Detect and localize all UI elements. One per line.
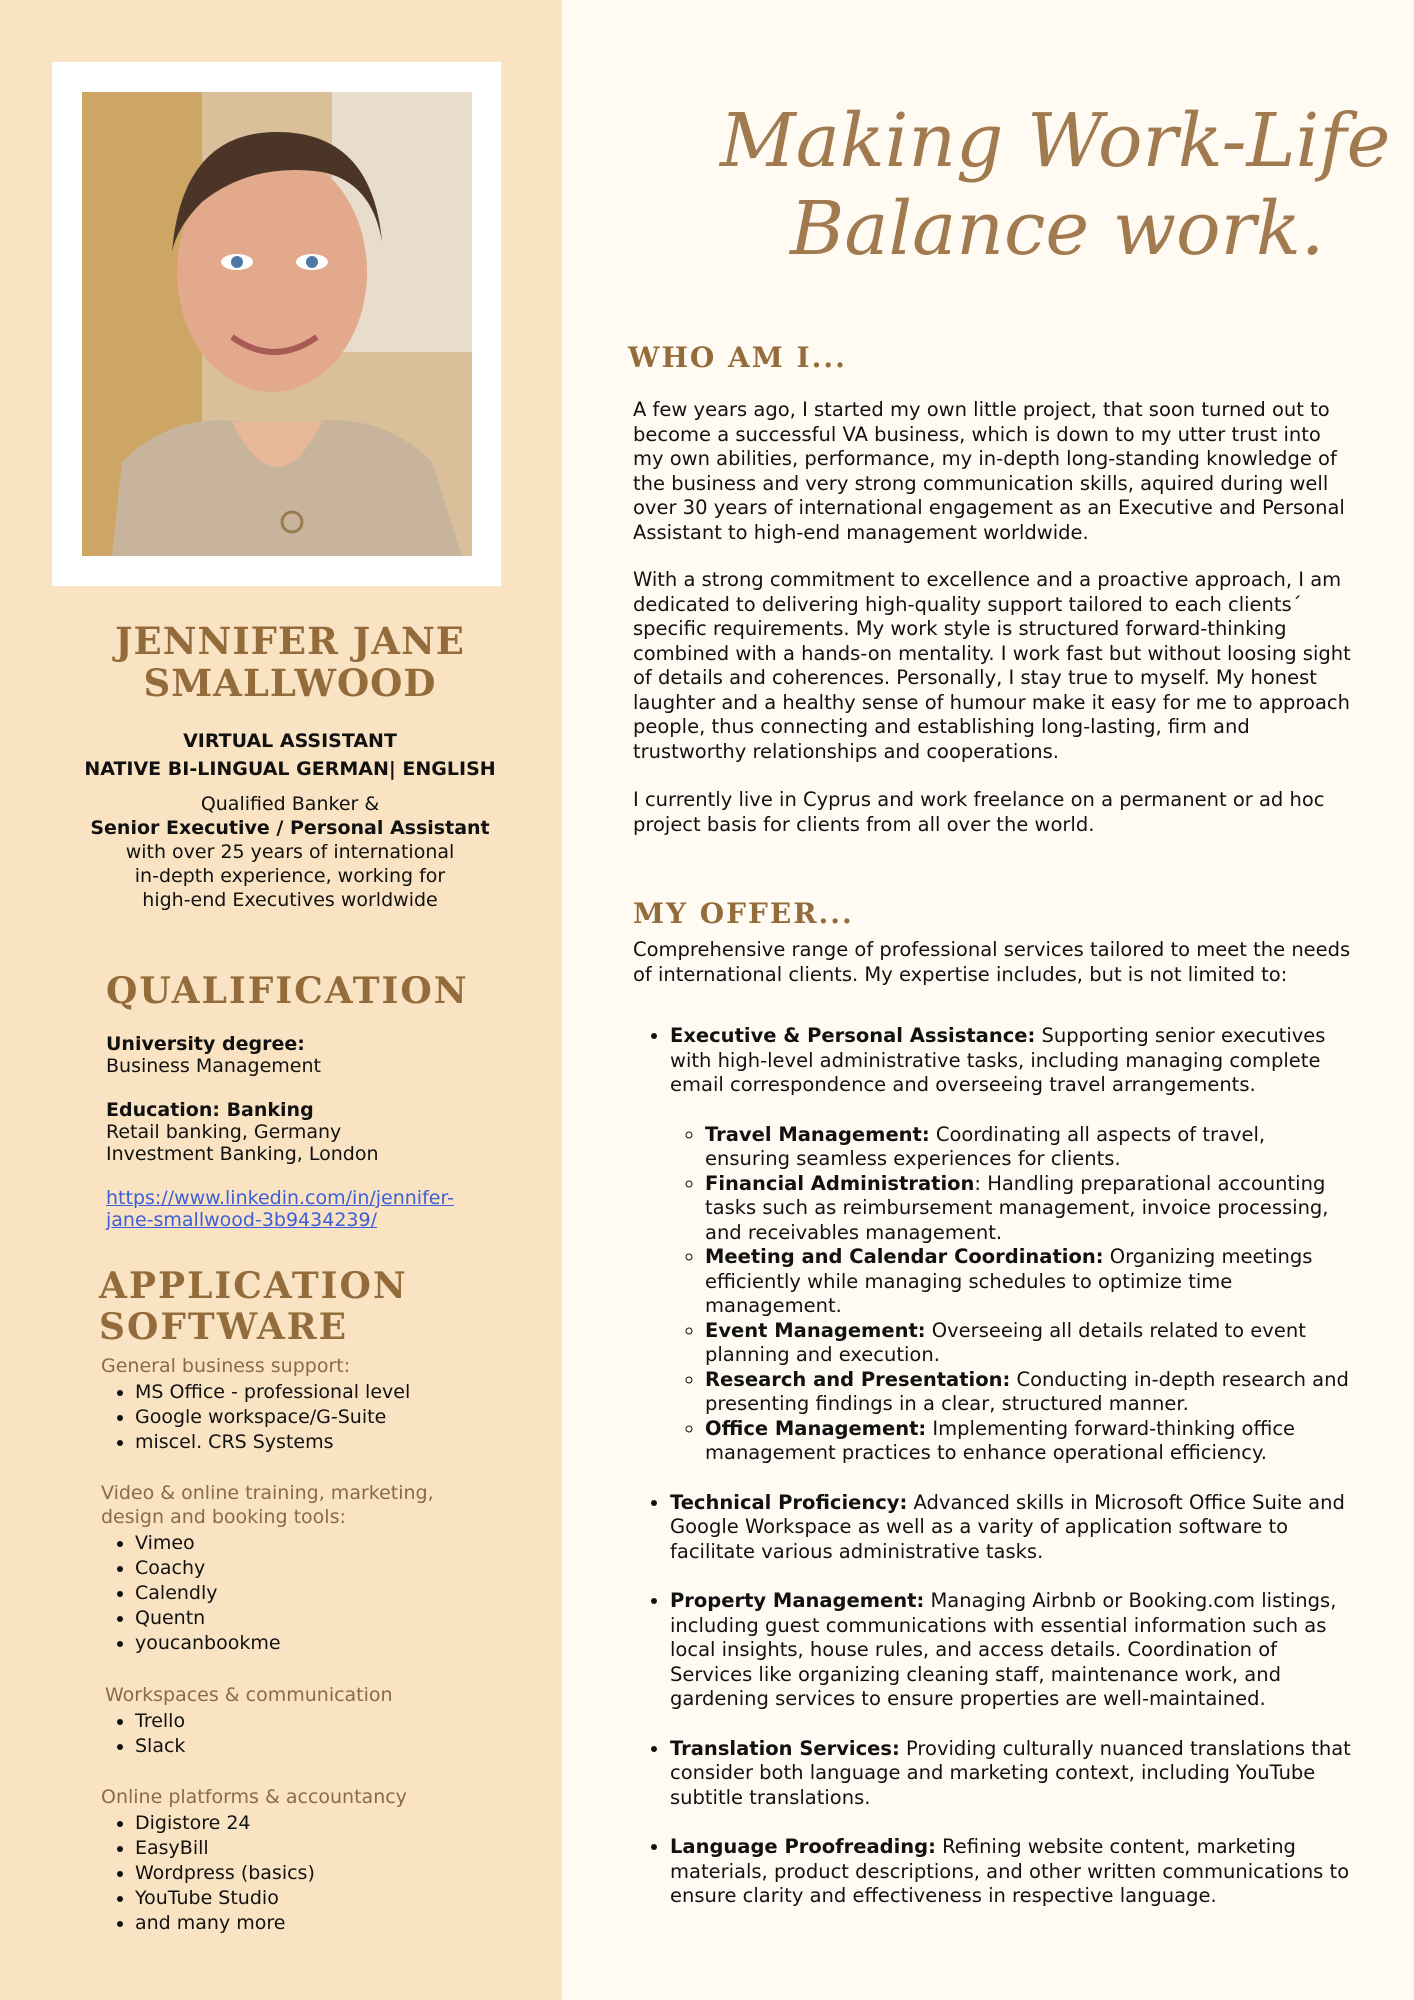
offer-item-title: Translation Services: (670, 1736, 900, 1760)
offer-item-text: Supporting senior executives with high-level administrative tasks, including managing complete email correspondence and overseeing travel arrangements. (670, 1024, 1326, 1096)
offer-subitem (705, 1417, 1353, 1466)
software-group-workspaces (105, 1683, 545, 1759)
software-group-label (101, 1481, 541, 1529)
intro-line-bold: Senior Executive / Personal Assistant (90, 817, 490, 839)
offer-subitem-text: Organizing meetings efficiently while managing schedules to optimize time management. (705, 1245, 1313, 1317)
software-item: • and many more (135, 1911, 541, 1936)
offer-subitem-text: Conducting in-depth research and presenting findings in a clear, structured manner. (705, 1367, 1349, 1415)
intro (60, 792, 520, 912)
education-line: Investment Banking, London (106, 1143, 379, 1165)
offer-item-title: Language Proofreading: (670, 1835, 936, 1858)
offer-subitem-title: Event Management: (705, 1318, 926, 1342)
offer-item (670, 1737, 1353, 1811)
degree-title: University degree: (106, 1033, 305, 1055)
offer-item (670, 1024, 1353, 1466)
software-heading-line-1: APPLICATION (99, 1265, 408, 1307)
software-group-label-line: Video & online training, marketing, (101, 1482, 434, 1504)
tagline-line-1: Making Work-Life (720, 98, 1391, 184)
role-languages: NATIVE BI-LINGUAL GERMAN| ENGLISH (84, 758, 496, 780)
software-group-label-line: design and booking tools: (101, 1506, 346, 1528)
role (60, 727, 520, 783)
software-item: • YouTube Studio (135, 1886, 541, 1911)
software-item: • Wordpress (basics) (135, 1861, 541, 1886)
offer-subitem (705, 1245, 1353, 1319)
offer-item (670, 1589, 1353, 1712)
offer-subitem-title: Research and Presentation: (705, 1367, 1011, 1391)
profile-photo (82, 92, 472, 556)
software-item: • Slack (135, 1734, 545, 1759)
degree-value: Business Management (106, 1055, 321, 1077)
who-paragraph-2: With a strong commitment to excellence and a proactive approach, I am dedicated to delivering high-quality support tailored to each clients´ specific requirements. My work style is structured forward-thinking combined with a hands-on mentality. I work fast but without loosing sight of details and coherences. Personally, I stay true to myself. My honest laughter and a healthy sense of humour make it easy for me to approach people, thus connecting and establishing long-lasting, firm and trustworthy relationships and cooperations. (633, 568, 1351, 763)
software-item: • MS Office - professional level (135, 1380, 541, 1405)
intro-line: Qualified Banker & (200, 793, 380, 815)
offer-subitem-title: Meeting and Calendar Coordination: (705, 1245, 1104, 1268)
software-group-label: Workspaces & communication (105, 1684, 393, 1706)
offer-item-title: Executive & Personal Assistance: (670, 1024, 1036, 1047)
tagline-line-2: Balance work. (790, 186, 1325, 272)
person-name (60, 620, 520, 704)
offer-subitem-text: Implementing forward-thinking office management practices to enhance operational efficiency. (705, 1416, 1296, 1464)
intro-line: with over 25 years of international (125, 841, 455, 863)
software-group-label: General business support: (101, 1355, 351, 1377)
offer-item (670, 1835, 1353, 1909)
tagline (690, 98, 1391, 298)
who-paragraph-3: I currently live in Cyprus and work freelance on a permanent or ad hoc project basis for clients from all over the world. (633, 788, 1325, 836)
software-heading-line-2: SOFTWARE (99, 1306, 349, 1348)
offer-subitem-text: Coordinating all aspects of travel, ensuring seamless experiences for clients. (705, 1122, 1266, 1170)
software-group-video (101, 1481, 541, 1656)
offer-subitem (705, 1319, 1353, 1368)
software-item: • EasyBill (135, 1836, 541, 1861)
offer-item-text: Advanced skills in Microsoft Office Suite and Google Workspace as well as a varity of application software to facilitate various administrative tasks. (670, 1490, 1345, 1563)
software-item: • Coachy (135, 1556, 541, 1581)
offer-subitem (705, 1123, 1353, 1172)
offer-item-title: Technical Proficiency: (670, 1490, 908, 1514)
education-title: Education: Banking (106, 1099, 314, 1121)
software-item: • Calendly (135, 1581, 541, 1606)
linkedin-link[interactable] (106, 1187, 454, 1231)
education-line: Retail banking, Germany (106, 1121, 342, 1143)
intro-line: high-end Executives worldwide (142, 889, 438, 911)
qualification-heading: QUALIFICATION (106, 970, 469, 1012)
qualification-list (106, 1033, 526, 1231)
software-item: • Digistore 24 (135, 1811, 541, 1836)
software-item: • miscel. CRS Systems (135, 1430, 541, 1455)
software-group-platforms (101, 1785, 541, 1936)
who-heading: WHO AM I... (628, 341, 847, 374)
software-item: • Vimeo (135, 1531, 541, 1556)
offer-subitem (705, 1172, 1353, 1246)
offer-item (670, 1491, 1353, 1565)
offer-item-text: Providing culturally nuanced translations that consider both language and marketing context, including YouTube subtitle translations. (670, 1736, 1351, 1809)
offer-subitem-title: Financial Administration (705, 1171, 975, 1195)
software-group-business (101, 1354, 541, 1455)
offer-heading: MY OFFER... (633, 897, 854, 930)
offer-item-text: Refining website content, marketing materials, product descriptions, and other written communications to ensure clarity and effectiveness in respective language. (670, 1835, 1350, 1907)
who-paragraph-1: A few years ago, I started my own little project, that soon turned out to become a successful VA business, which is down to my utter trust into my own abilities, performance, my in-depth long-standing knowledge of the business and very strong communication skills, aquired during well over 30 years of international engagement as an Executive and Personal Assistant to high-end management worldwide. (633, 398, 1345, 544)
offer-intro: Comprehensive range of professional services tailored to meet the needs of international clients. My expertise includes, but is not limited to: (633, 938, 1351, 986)
linkedin-link-line-1[interactable]: https://www.linkedin.com/in/jennifer- (106, 1187, 454, 1209)
software-item: • youcanbookme (135, 1631, 541, 1656)
role-title: VIRTUAL ASSISTANT (183, 730, 397, 752)
offer-item-text: Managing Airbnb or Booking.com listings, including guest communications with essential information such as local insights, house rules, and access details. Coordination of Services like organizing cleaning staff, maintenance work, and gardening services to ensure properties are well-maintained. (670, 1589, 1337, 1710)
software-item: • Trello (135, 1709, 545, 1734)
photo-frame (52, 62, 501, 586)
software-group-label: Online platforms & accountancy (101, 1786, 407, 1808)
name-line-2: SMALLWOOD (143, 661, 437, 705)
offer-subitem-text: : Handling preparational accounting tasks such as reimbursement management, invoice processing, and receivables management. (705, 1171, 1329, 1244)
intro-line: in-depth experience, working for (134, 865, 446, 887)
software-item: • Quentn (135, 1606, 541, 1631)
software-item: • Google workspace/G-Suite (135, 1405, 541, 1430)
offer-subitem-title: Travel Management: (705, 1122, 930, 1146)
portrait-illustration (82, 92, 472, 556)
name-line-1: JENNIFER JANE (115, 619, 465, 663)
offer-subitem-text: Overseeing all details related to event planning and execution. (705, 1318, 1306, 1366)
linkedin-link-line-2[interactable]: jane-smallwood-3b9434239/ (106, 1209, 377, 1231)
offer-subitem-title: Office Management: (705, 1416, 927, 1440)
software-heading (99, 1266, 408, 1348)
sidebar (0, 0, 562, 2000)
offer-subitem (705, 1368, 1353, 1417)
offer-list (633, 1024, 1353, 1934)
offer-item-title: Property Management: (670, 1589, 925, 1612)
